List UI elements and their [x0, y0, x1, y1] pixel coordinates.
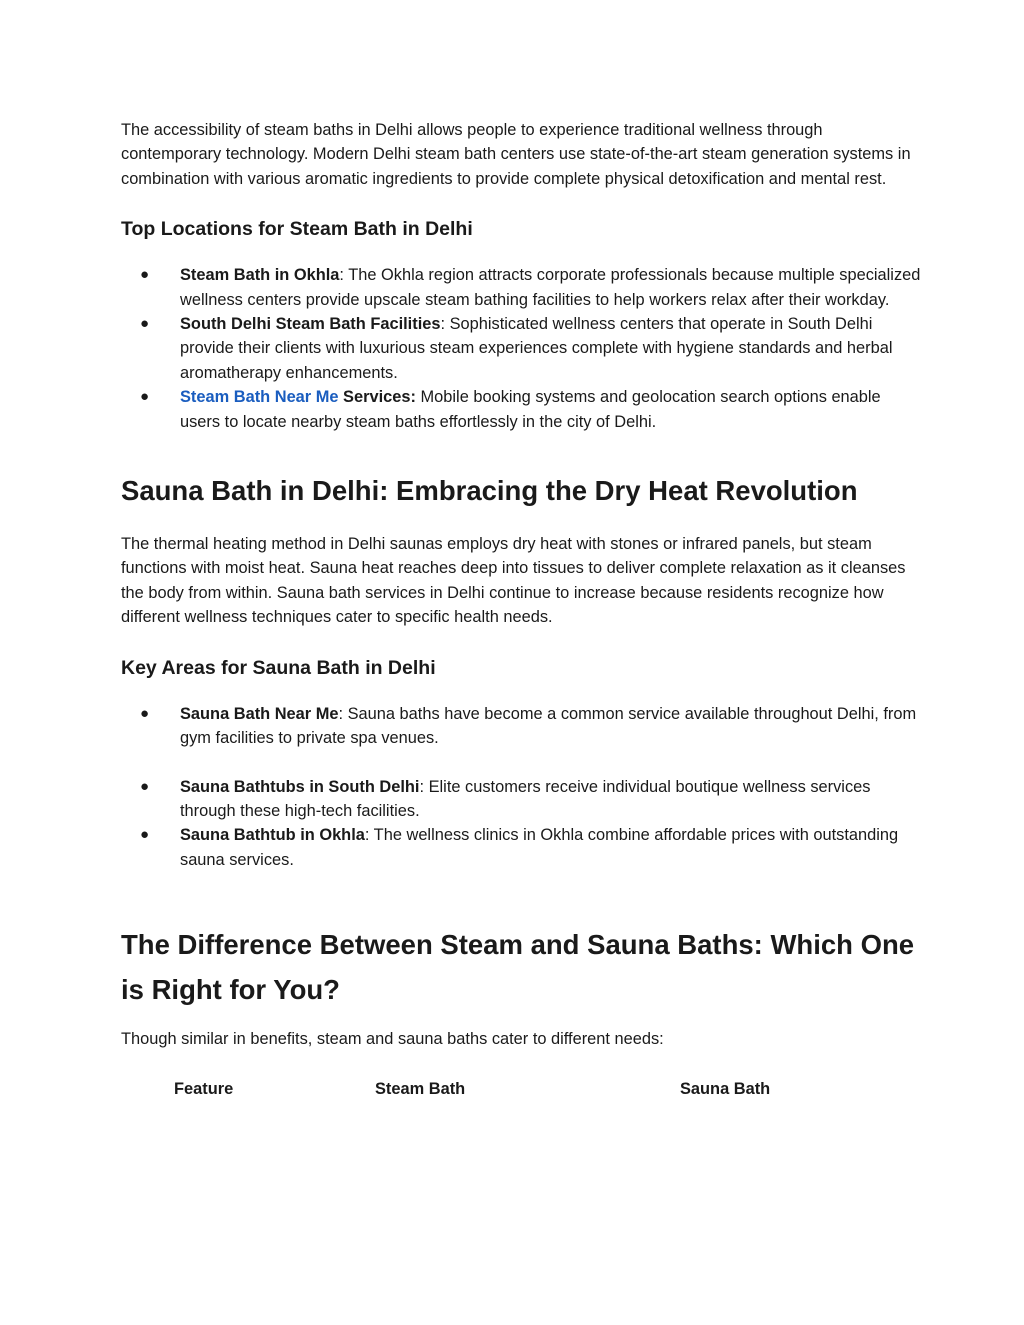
- key-areas-heading: Key Areas for Sauna Bath in Delhi: [121, 656, 436, 679]
- bullet-icon: ●: [140, 266, 150, 284]
- bullet-icon: ●: [140, 777, 150, 795]
- difference-paragraph: Though similar in benefits, steam and sauna baths cater to different needs:: [121, 1030, 664, 1049]
- table-header-sauna-bath: Sauna Bath: [680, 1079, 771, 1098]
- list-item-term: Sauna Bathtubs in South Delhi: [180, 777, 420, 796]
- sauna-heading: Sauna Bath in Delhi: Embracing the Dry Heat Revolution: [121, 475, 858, 507]
- list-item-text: : Sophisticated wellness centers that operate in South Delhi provide their clients with luxurious steam experiences complete with hygiene standards and herbal aromatherapy enhancements.: [180, 315, 893, 382]
- document-page: [121, 118, 921, 1106]
- list-item-term: South Delhi Steam Bath Facilities: [180, 315, 441, 334]
- difference-heading: The Difference Between Steam and Sauna Baths: Which One is Right for You?: [121, 929, 915, 1006]
- list-item-text: : The wellness clinics in Okhla combine affordable prices with outstanding sauna services.: [180, 826, 899, 869]
- bullet-icon: ●: [140, 388, 150, 406]
- list-item: [121, 385, 921, 434]
- intro-paragraph: The accessibility of steam baths in Delhi allows people to experience traditional wellness through contemporary technology. Modern Delhi steam bath centers use state-of-the-art steam generation systems in combination with various aromatic ingredients to provide complete physical detoxification and mental rest.: [121, 121, 911, 188]
- top-locations-list: [121, 263, 921, 434]
- table-header-steam-bath: Steam Bath: [375, 1079, 466, 1098]
- list-item: [121, 263, 921, 312]
- table-header-feature: Feature: [174, 1079, 234, 1098]
- list-item: [121, 702, 921, 751]
- list-item-term: Services:: [338, 388, 416, 407]
- bullet-icon: ●: [140, 315, 150, 333]
- bullet-icon: ●: [140, 704, 150, 722]
- list-item: [121, 312, 921, 385]
- list-item: [121, 775, 921, 824]
- sauna-paragraph: The thermal heating method in Delhi saunas employs dry heat with stones or infrared panels, but steam functions with moist heat. Sauna heat reaches deep into tissues to deliver complete relaxation as it cleanses the body from within. Sauna bath services in Delhi continue to increase because residents recognize how different wellness techniques cater to specific health needs.: [121, 535, 906, 627]
- top-locations-heading: Top Locations for Steam Bath in Delhi: [121, 218, 473, 241]
- list-item: [121, 823, 921, 872]
- key-areas-list: [121, 702, 921, 872]
- comparison-table-header: [121, 1080, 921, 1106]
- list-item-text: : The Okhla region attracts corporate professionals because multiple specialized wellness centers provide upscale steam bathing facilities to help workers relax after their workday.: [180, 266, 921, 309]
- steam-bath-near-me-link[interactable]: Steam Bath Near Me: [180, 388, 339, 407]
- list-item-term: Sauna Bathtub in Okhla: [180, 826, 365, 845]
- list-item-term: Sauna Bath Near Me: [180, 704, 339, 723]
- list-item-term: Steam Bath in Okhla: [180, 266, 340, 285]
- list-item-text: : Sauna baths have become a common service available throughout Delhi, from gym facilities to private spa venues.: [180, 704, 917, 748]
- list-item-text: : Elite customers receive individual boutique wellness services through these high-tech facilities.: [180, 777, 871, 820]
- list-item-text: Mobile booking systems and geolocation search options enable users to locate nearby steam baths effortlessly in the city of Delhi.: [180, 388, 881, 431]
- bullet-icon: ●: [140, 826, 150, 844]
